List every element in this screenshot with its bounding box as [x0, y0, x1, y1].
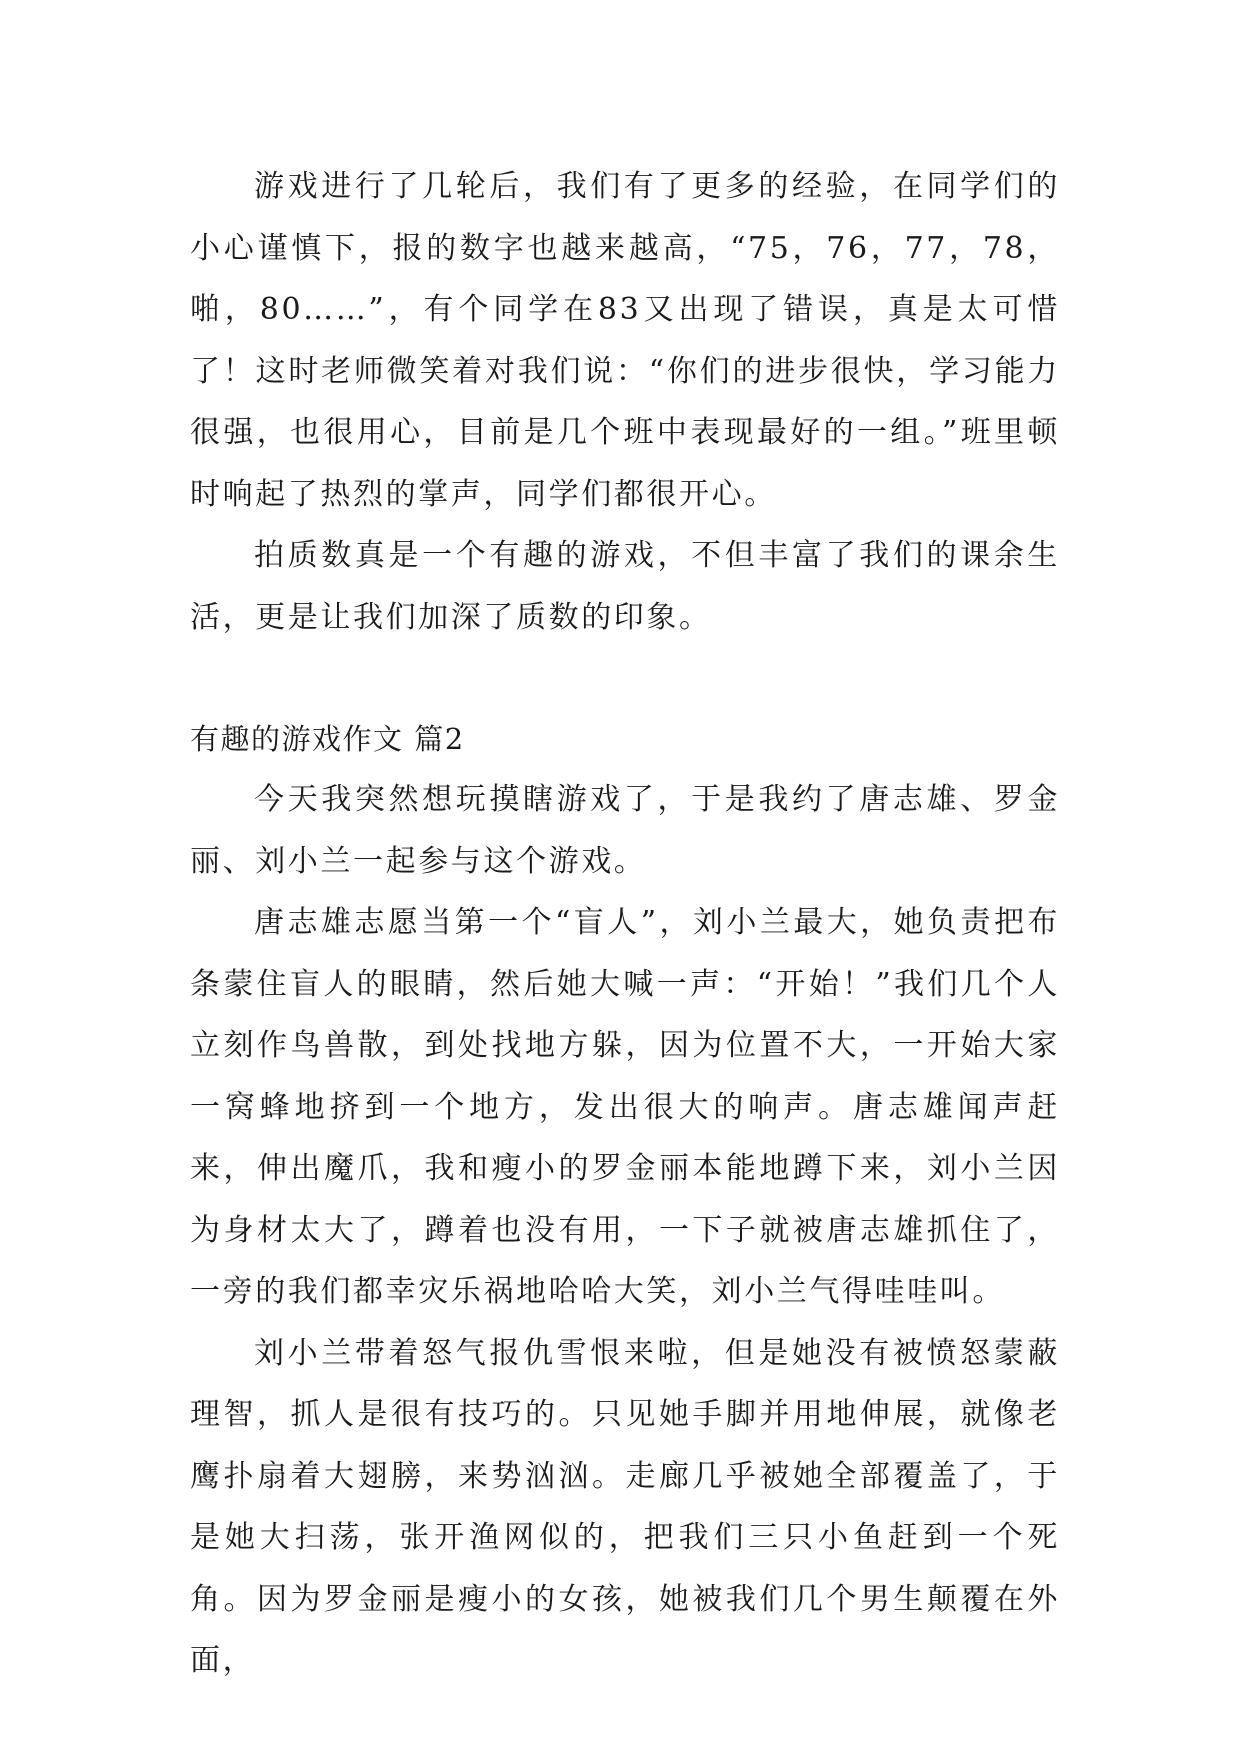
paragraph-liu-xiaolan-revenge: 刘小兰带着怒气报仇雪恨来啦，但是她没有被愤怒蒙蔽理智，抓人是很有技巧的。只见她手脚并用地伸展，就像老鹰扑扇着大翅膀，来势汹汹。走廊几乎被她全部覆盖了，于是她大扫荡，张开渔网似的，把我们三只小鱼赶到一个死角。因为罗金丽是瘦小的女孩，她被我们几个男生颠覆在外面，: [190, 1335, 1060, 1678]
section-gap: [190, 648, 1060, 709]
document-body: [190, 156, 1060, 1692]
paragraph-first-blind-man: 唐志雄志愿当第一个“盲人”，刘小兰最大，她负责把布条蒙住盲人的眼睛，然后她大喊一声：“开始！”我们几个人立刻作鸟兽散，到处找地方躲，因为位置不大，一开始大家一窝蜂地挤到一个地方，发出很大的响声。唐志雄闻声赶来，伸出魔爪，我和瘦小的罗金丽本能地蹲下来，刘小兰因为身材太大了，蹲着也没有用，一下子就被唐志雄抓住了，一旁的我们都幸灾乐祸地哈哈大笑，刘小兰气得哇哇叫。: [190, 905, 1060, 1309]
paragraph-game-summary: 拍质数真是一个有趣的游戏，不但丰富了我们的课余生活，更是让我们加深了质数的印象。: [190, 538, 1060, 635]
paragraph-game-rounds: 游戏进行了几轮后，我们有了更多的经验，在同学们的小心谨慎下，报的数字也越来越高，“75，76，77，78，啪，80……”，有个同学在83又出现了错误，真是太可惜了！这时老师微笑着对我们说：“你们的进步很快，学习能力很强，也很用心，目前是几个班中表现最好的一组。”班里顿时响起了热烈的掌声，同学们都很开心。: [190, 169, 1060, 512]
section-heading: 有趣的游戏作文 篇2: [190, 722, 465, 756]
paragraph-invite-friends: 今天我突然想玩摸瞎游戏了，于是我约了唐志雄、罗金丽、刘小兰一起参与这个游戏。: [190, 782, 1060, 879]
